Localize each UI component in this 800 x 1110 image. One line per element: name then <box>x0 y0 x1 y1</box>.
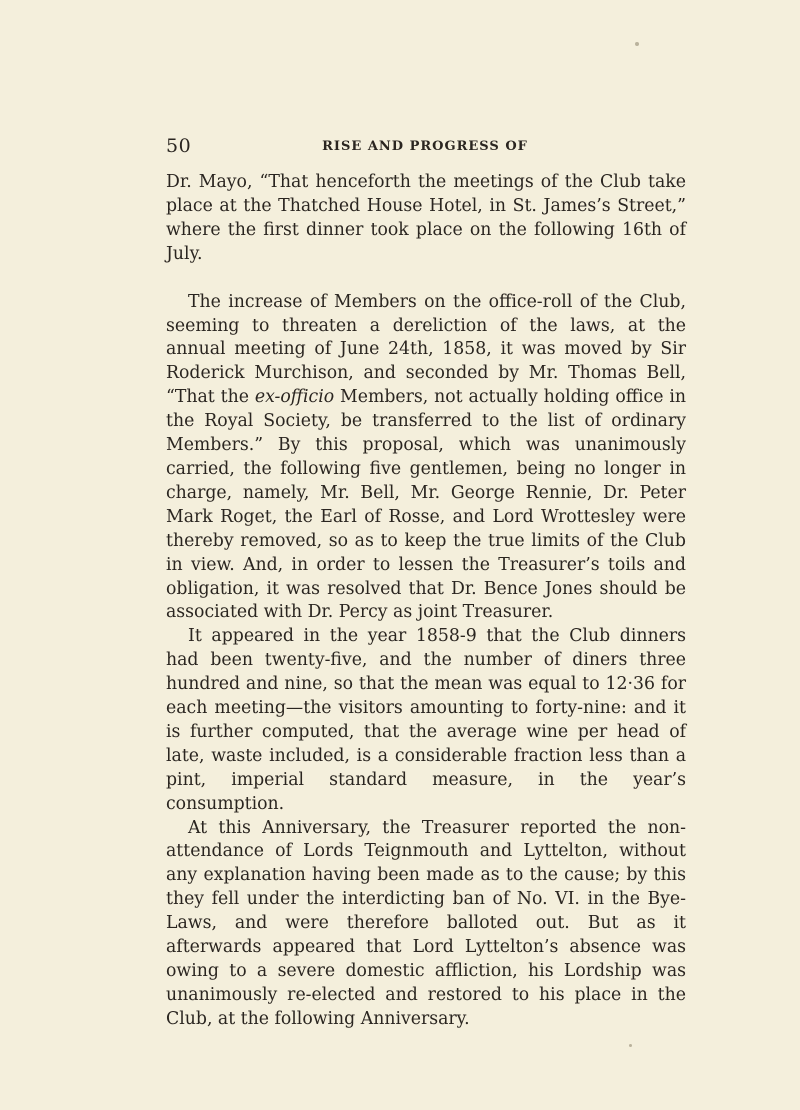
paragraph-4: At this Anniversary, the Treasurer reported the non-attendance of Lords Teignmouth and Lyttelton, without any explanation having been made as to the cause; by this they fell under the interdicting ban of No. VI. in the Bye-Laws, and were therefore balloted out. But as it afterwards appeared that Lord Lyttelton’s absence was owing to a severe domestic affliction, his Lordship was unanimously re-elected and restored to his place in the Club, at the following Anniversary. <box>166 817 686 1029</box>
paper-speck <box>635 42 639 46</box>
body-text <box>166 171 686 1032</box>
running-head <box>166 136 684 156</box>
paragraph-1: Dr. Mayo, “That henceforth the meetings of the Club take place at the Thatched House Hotel, in St. James’s Street,” where the first dinner took place on the following 16th of July. <box>166 172 686 264</box>
page-number: 50 <box>166 135 192 157</box>
paper-speck <box>629 1044 632 1047</box>
paragraph-2-text-a: The increase of Members on the office-roll of the Club, seeming to threaten a dereliction of the laws, at the annual meeting of June 24th, 1858, it was moved by Sir Roderick Murchison, and seconded by Mr. Thomas Bell, “That the <box>166 291 686 408</box>
running-title: RISE AND PROGRESS OF <box>322 139 528 154</box>
paragraph-2-italic: ex-officio <box>254 387 335 408</box>
paragraph-3: It appeared in the year 1858-9 that the Club dinners had been twenty-five, and the number of diners three hundred and nine, so that the mean was equal to 12·36 for each meeting—the visitors amounting to forty-nine: and it is further computed, that the average wine per head of late, waste included, is a considerable fraction less than a pint, imperial standard measure, in the year’s consumption. <box>166 626 686 814</box>
paragraph-2-text-b: Members, not actually holding office in the Royal Society, be transferred to the list of ordinary Members.” By this proposal, which was unanimously carried, the following five gentlemen, being no longer in charge, namely, Mr. Bell, Mr. George Rennie, Dr. Peter Mark Roget, the Earl of Rosse, and Lord Wrottesley were thereby removed, so as to keep the true limits of the Club in view. And, in order to lessen the Treasurer’s toils and obligation, it was resolved that Dr. Bence Jones should be associated with Dr. Percy as joint Treasurer. <box>166 387 687 623</box>
paragraph-2 <box>166 291 686 626</box>
